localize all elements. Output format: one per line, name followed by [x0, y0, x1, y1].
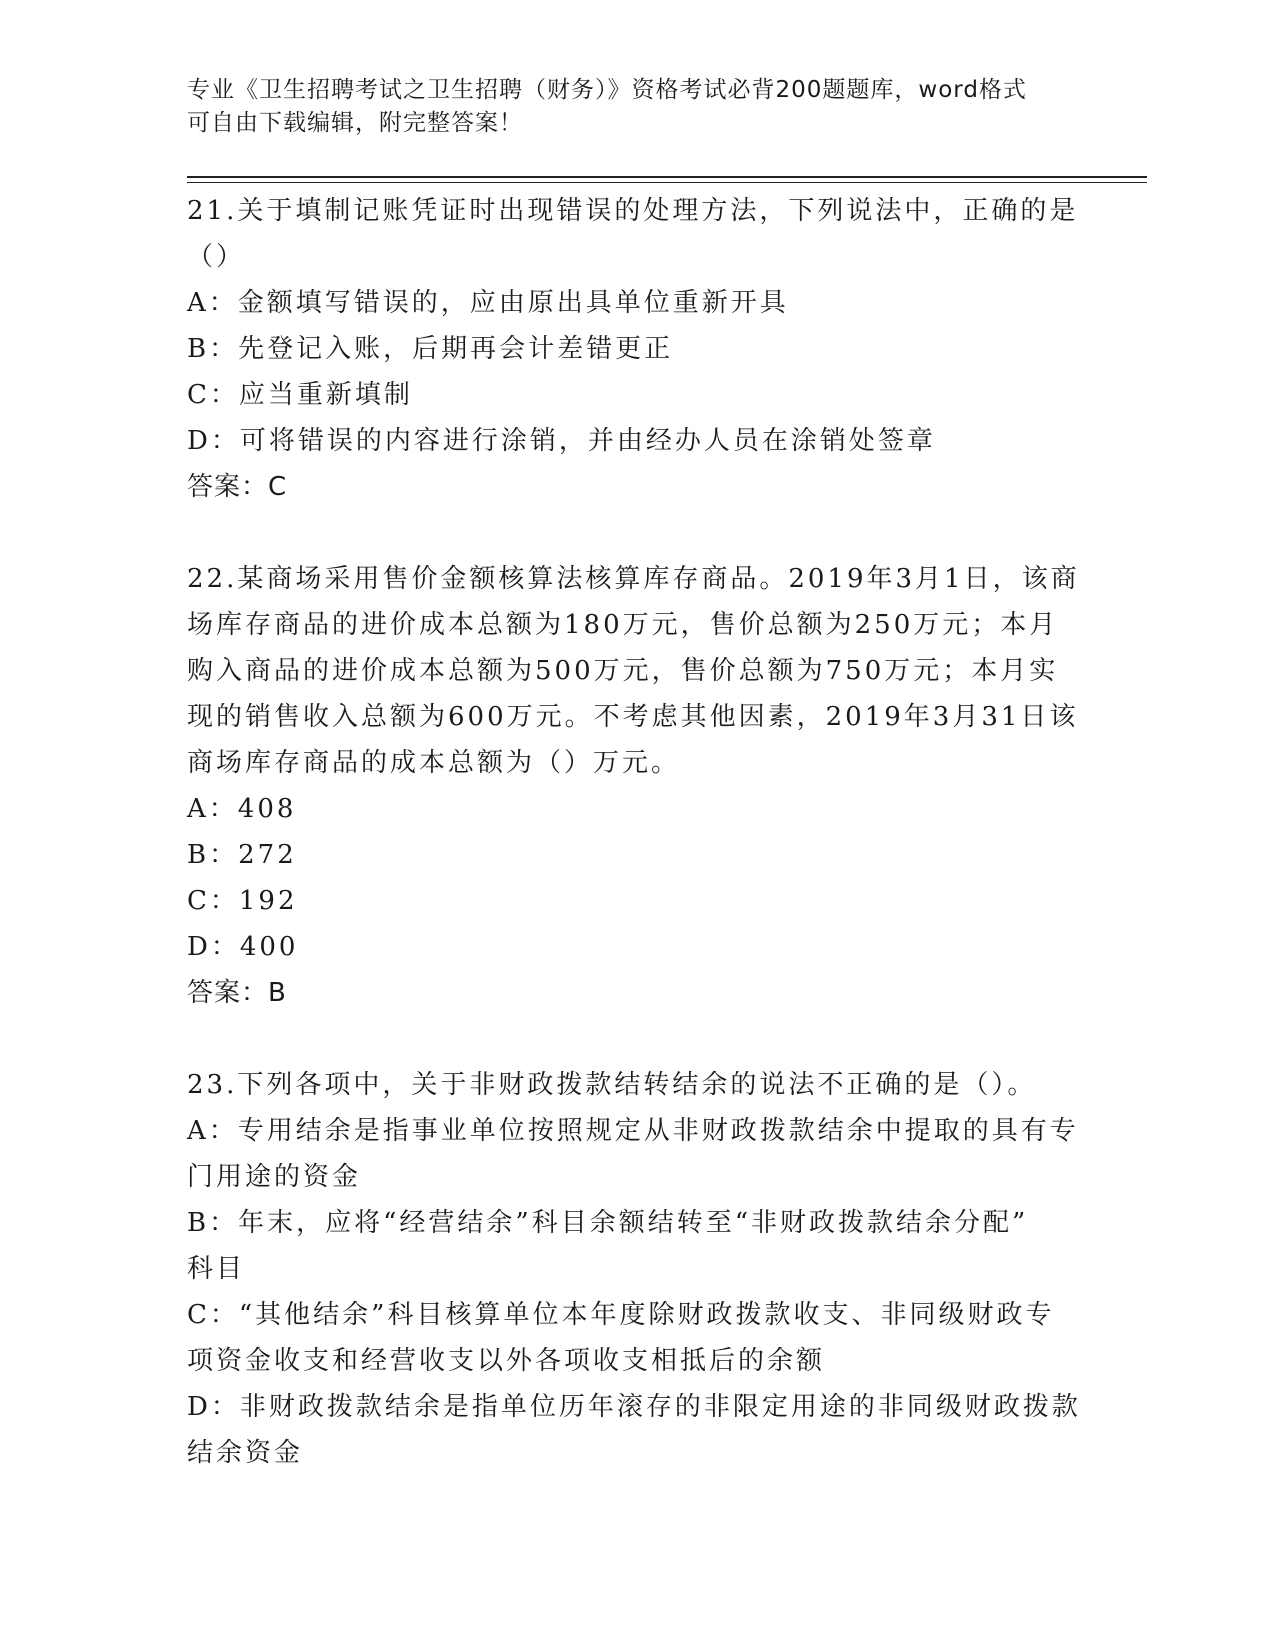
- document-header: [187, 74, 1087, 140]
- answer-label: 答案：B: [187, 978, 287, 1008]
- option-c: C：192: [187, 886, 298, 916]
- option-a: A：金额填写错误的，应由原出具单位重新开具: [187, 288, 789, 318]
- question-21: [187, 188, 1087, 510]
- question-list: [187, 188, 1087, 1476]
- option-b: B：先登记入账，后期再会计差错更正: [187, 334, 674, 364]
- question-23: [187, 1062, 1087, 1476]
- option-a: A：408: [187, 794, 297, 824]
- question-spacer: [187, 510, 1087, 556]
- question-stem-line: 场库存商品的进价成本总额为180万元，售价总额为250万元；本月: [187, 610, 1059, 640]
- header-line-1: 专业《卫生招聘考试之卫生招聘（财务）》资格考试必背200题题库，word格式: [187, 77, 1027, 103]
- question-stem-line: （）: [187, 242, 246, 272]
- answer-label: 答案：C: [187, 472, 288, 502]
- option-c: C：“其他结余”科目核算单位本年度除财政拨款收支、非同级财政专: [187, 1300, 1055, 1330]
- option-c: C：应当重新填制: [187, 380, 413, 410]
- header-divider-thin: [187, 182, 1147, 183]
- option-a-continued: 门用途的资金: [187, 1162, 362, 1192]
- option-c-continued: 项资金收支和经营收支以外各项收支相抵后的余额: [187, 1346, 826, 1376]
- option-b-continued: 科目: [187, 1254, 246, 1284]
- question-22: [187, 556, 1087, 1016]
- option-d: D：400: [187, 932, 299, 962]
- option-d: D：非财政拨款结余是指单位历年滚存的非限定用途的非同级财政拨款: [187, 1392, 1081, 1422]
- question-stem-line: 23.下列各项中，关于非财政拨款结转结余的说法不正确的是（）。: [187, 1070, 1037, 1100]
- header-line-2: 可自由下载编辑，附完整答案！: [187, 110, 523, 136]
- option-b: B：272: [187, 840, 297, 870]
- question-stem-line: 商场库存商品的成本总额为（）万元。: [187, 748, 681, 778]
- option-b: B：年末，应将“经营结余”科目余额结转至“非财政拨款结余分配”: [187, 1208, 1029, 1238]
- option-d: D：可将错误的内容进行涂销，并由经办人员在涂销处签章: [187, 426, 936, 456]
- question-stem-line: 21.关于填制记账凭证时出现错误的处理方法，下列说法中，正确的是: [187, 196, 1079, 226]
- option-a: A：专用结余是指事业单位按照规定从非财政拨款结余中提取的具有专: [187, 1116, 1079, 1146]
- question-stem-line: 购入商品的进价成本总额为500万元，售价总额为750万元；本月实: [187, 656, 1059, 686]
- option-d-continued: 结余资金: [187, 1438, 304, 1468]
- question-stem-line: 现的销售收入总额为600万元。不考虑其他因素，2019年3月31日该: [187, 702, 1079, 732]
- header-divider-thick: [187, 176, 1147, 178]
- question-stem-line: 22.某商场采用售价金额核算法核算库存商品。2019年3月1日，该商: [187, 564, 1080, 594]
- question-spacer: [187, 1016, 1087, 1062]
